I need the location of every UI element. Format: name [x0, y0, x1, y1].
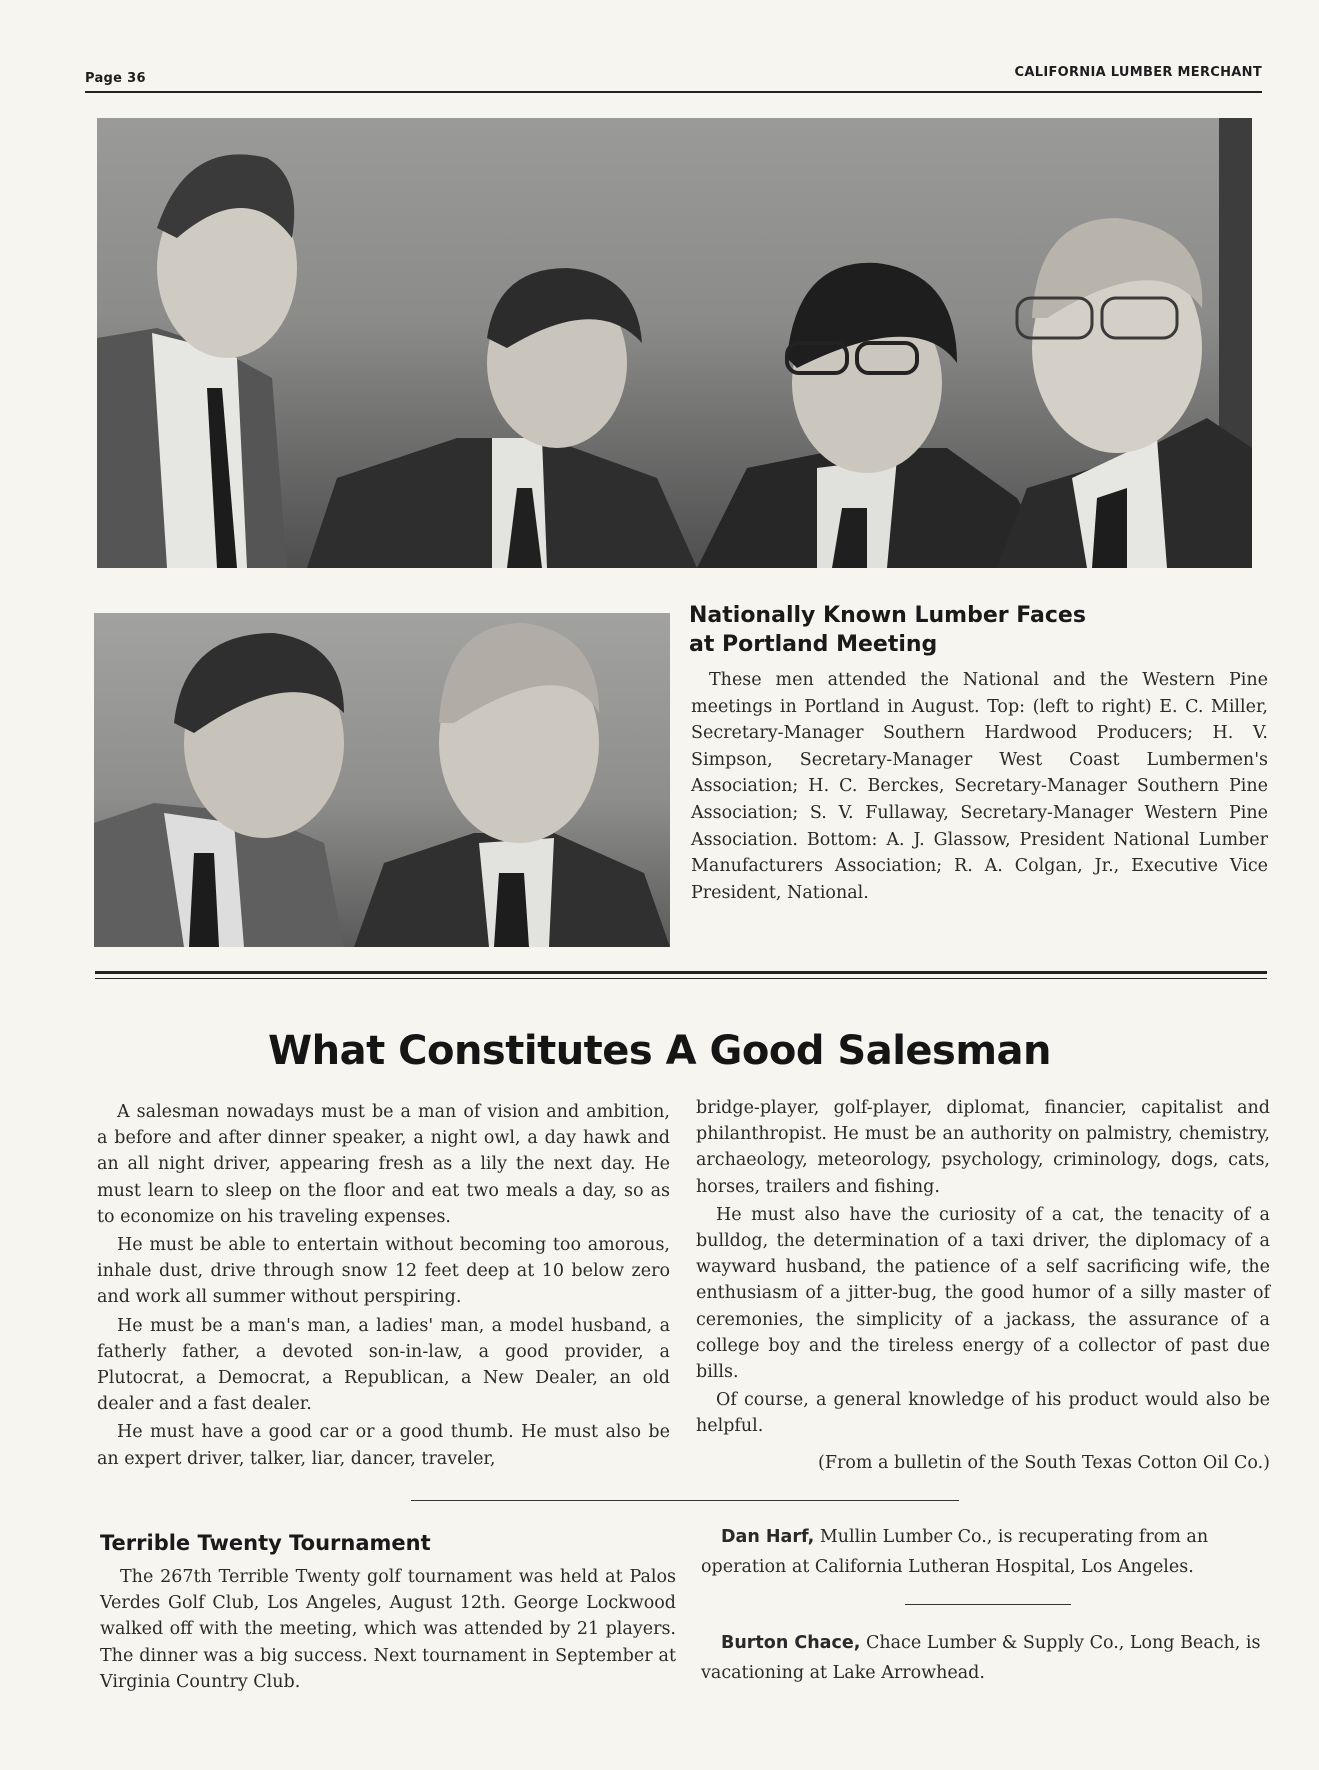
article-paragraph: He must also have the curiosity of a cat, the tenacity of a bulldog, the determination of a taxi driver, the diplomacy of a wayward husband, the patience of a self sacrificing wife, the enthusiasm of a jitter-bug, the good humor of a silly master of ceremonies, the simplicity of a jackass, the assurance of a college boy and the tireless energy of a collector of past due bills.: [696, 1204, 1270, 1383]
article-source: (From a bulletin of the South Texas Cotton Oil Co.): [818, 1452, 1270, 1473]
photo-two-men: [94, 613, 670, 947]
note-text: Chace Lumber & Supply Co., Long Beach, is vacationing at Lake Arrowhead.: [701, 1633, 1261, 1683]
article-paragraph: He must be able to entertain without becoming too amorous, inhale dust, drive through snow 12 feet deep at 10 below zero and work all summer without perspiring.: [97, 1235, 670, 1308]
personal-note: [701, 1628, 1273, 1688]
publication-name: CALIFORNIA LUMBER MERCHANT: [1014, 65, 1262, 80]
caption-title-line-2: at Portland Meeting: [689, 632, 938, 657]
tournament-title: Terrible Twenty Tournament: [100, 1531, 431, 1555]
photo-four-men: [97, 118, 1252, 568]
article-column-right: [696, 1095, 1270, 1478]
article-paragraph: A salesman nowadays must be a man of vision and ambition, a before and after dinner speaker, a night owl, a day hawk and an all night driver, appearing fresh as a lily the next day. He must learn to sleep on the floor and eat two meals a day, so as to economize on his traveling expenses.: [97, 1102, 670, 1227]
column-break-rule: [411, 1500, 959, 1501]
page-number: Page 36: [85, 71, 146, 86]
header-rule: [85, 91, 1262, 93]
article-paragraph: He must have a good car or a good thumb. He must also be an expert driver, talker, liar, dancer, traveler,: [97, 1422, 670, 1469]
note-name: Burton Chace,: [721, 1633, 861, 1653]
photo-two-men-image: [94, 613, 670, 947]
article-headline: What Constitutes A Good Salesman: [267, 1028, 1051, 1074]
photo-four-men-image: [97, 118, 1252, 568]
note-name: Dan Harf,: [721, 1527, 815, 1547]
article-column-left: [97, 1099, 670, 1474]
personal-note: [701, 1522, 1273, 1582]
section-double-rule: [95, 971, 1267, 979]
article-paragraph: He must be a man's man, a ladies' man, a model husband, a fatherly father, a devoted son-in-law, a good provider, a Plutocrat, a Democrat, a Republican, a New Dealer, an old dealer and a fast dealer.: [97, 1315, 670, 1415]
article-paragraph: bridge-player, golf-player, diplomat, financier, capitalist and philanthropist. He must be an authority on palmistry, chemistry, archaeology, meteorology, psychology, criminology, dogs, cats, horses, trailers and fishing.: [696, 1098, 1270, 1197]
caption-body: These men attended the National and the Western Pine meetings in Portland in August. Top: (left to right) E. C. Miller, Secretary-Manager Southern Hardwood Producers; H. V. Simpson, Secretary-Manager West Coast Lumbermen's Association; H. C. Berckes, Secretary-Manager Southern Pine Association; S. V. Fullaway, Secretary-Manager Western Pine Association. Bottom: A. J. Glassow, President National Lumber Manufacturers Association; R. A. Colgan, Jr., Executive Vice President, National.: [691, 670, 1268, 903]
tournament-body: The 267th Terrible Twenty golf tournament was held at Palos Verdes Golf Club, Los Angeles, August 12th. George Lockwood walked off with the meeting, which was attended by 21 players. The dinner was a big success. Next tournament in September at Virginia Country Club.: [100, 1567, 676, 1692]
note-text: Mullin Lumber Co., is recuperating from an operation at California Lutheran Hospital, Los Angeles.: [701, 1527, 1209, 1577]
caption-title-line-1: Nationally Known Lumber Faces: [689, 603, 1086, 628]
note-divider: [905, 1604, 1071, 1605]
caption-title: [689, 601, 1089, 659]
article-paragraph: Of course, a general knowledge of his product would also be helpful.: [696, 1390, 1270, 1437]
